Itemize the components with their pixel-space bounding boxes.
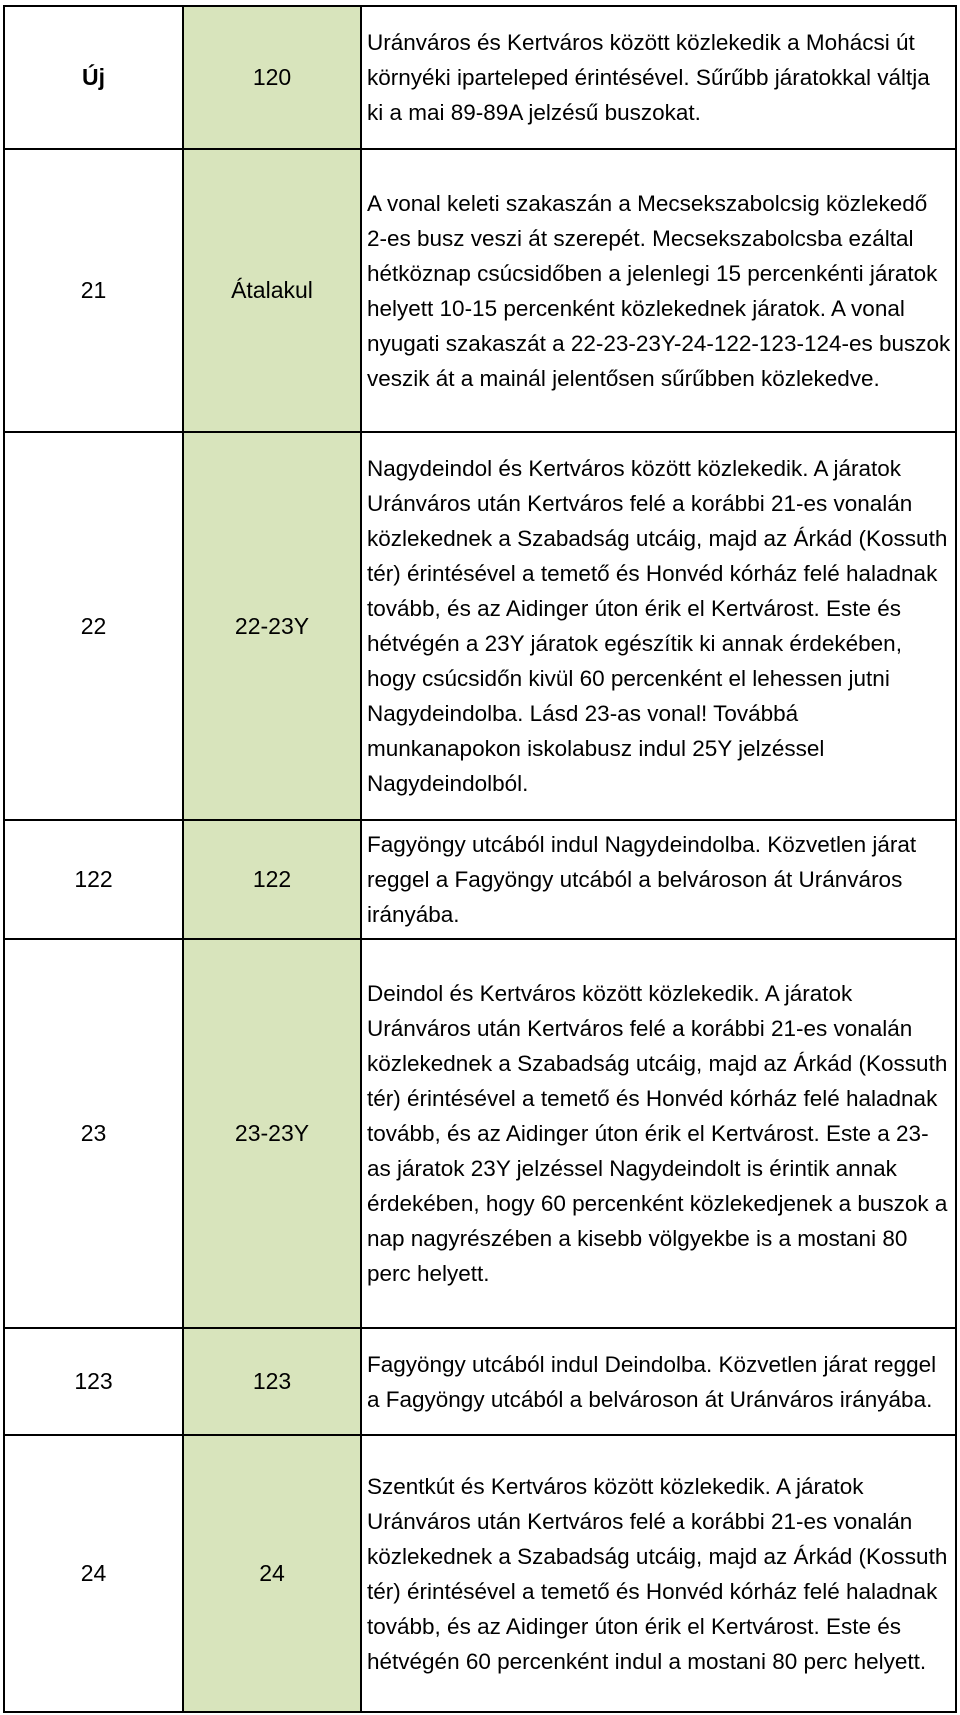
table-row xyxy=(4,149,956,432)
route-description-cell: Uránváros és Kertváros között közlekedik a Mohácsi út környéki iparteleped érintésével. Sűrűbb járatokkal váltja ki a mai 89-89A jelzésű buszokat. xyxy=(361,6,956,149)
old-route-cell: Új xyxy=(4,6,183,149)
new-route-cell: 24 xyxy=(183,1435,361,1712)
new-route-cell: 23-23Y xyxy=(183,939,361,1328)
old-route-cell: 23 xyxy=(4,939,183,1328)
old-route-cell: 24 xyxy=(4,1435,183,1712)
table-row xyxy=(4,1328,956,1435)
route-description-cell: A vonal keleti szakaszán a Mecsekszabolcsig közlekedő 2-es busz veszi át szerepét. Mecsekszabolcsba ezáltal hétköznap csúcsidőben a jelenlegi 15 percenkénti járatok helyett 10-15 percenként közlekednek járatok. A vonal nyugati szakaszát a 22-23-23Y-24-122-123-124-es buszok veszik át a mainál jelentősen sűrűbben közlekedve. xyxy=(361,149,956,432)
table-row xyxy=(4,939,956,1328)
old-route-cell: 22 xyxy=(4,432,183,820)
route-changes-table xyxy=(3,5,957,1713)
old-route-cell: 21 xyxy=(4,149,183,432)
route-description-cell: Fagyöngy utcából indul Deindolba. Közvetlen járat reggel a Fagyöngy utcából a belvároson át Uránváros irányába. xyxy=(361,1328,956,1435)
route-description-cell: Szentkút és Kertváros között közlekedik. A járatok Uránváros után Kertváros felé a korábbi 21-es vonalán közlekednek a Szabadság utcáig, majd az Árkád (Kossuth tér) érintésével a temető és Honvéd kórház felé haladnak tovább, és az Aidinger úton érik el Kertvárost. Este és hétvégén 60 percenként indul a mostani 80 perc helyett. xyxy=(361,1435,956,1712)
new-route-cell: 122 xyxy=(183,820,361,939)
old-route-cell: 122 xyxy=(4,820,183,939)
new-route-cell: Átalakul xyxy=(183,149,361,432)
new-route-cell: 22-23Y xyxy=(183,432,361,820)
route-description-cell: Deindol és Kertváros között közlekedik. A járatok Uránváros után Kertváros felé a korábbi 21-es vonalán közlekednek a Szabadság utcáig, majd az Árkád (Kossuth tér) érintésével a temető és Honvéd kórház felé haladnak tovább, és az Aidinger úton érik el Kertvárost. Este a 23-as járatok 23Y jelzéssel Nagydeindolt is érintik annak érdekében, hogy 60 percenként közlekedjenek a buszok a nap nagyrészében a kisebb völgyekbe is a mostani 80 perc helyett. xyxy=(361,939,956,1328)
table-row xyxy=(4,6,956,149)
new-route-cell: 120 xyxy=(183,6,361,149)
table-row xyxy=(4,820,956,939)
route-description-cell: Nagydeindol és Kertváros között közlekedik. A járatok Uránváros után Kertváros felé a korábbi 21-es vonalán közlekednek a Szabadság utcáig, majd az Árkád (Kossuth tér) érintésével a temető és Honvéd kórház felé haladnak tovább, és az Aidinger úton érik el Kertvárost. Este és hétvégén a 23Y járatok egészítik ki annak érdekében, hogy csúcsidőn kivül 60 percenként el lehessen jutni Nagydeindolba. Lásd 23-as vonal! Továbbá munkanapokon iskolabusz indul 25Y jelzéssel Nagydeindolból. xyxy=(361,432,956,820)
table-row xyxy=(4,432,956,820)
new-route-cell: 123 xyxy=(183,1328,361,1435)
route-description-cell: Fagyöngy utcából indul Nagydeindolba. Közvetlen járat reggel a Fagyöngy utcából a belvároson át Uránváros irányába. xyxy=(361,820,956,939)
table-row xyxy=(4,1435,956,1712)
old-route-cell: 123 xyxy=(4,1328,183,1435)
